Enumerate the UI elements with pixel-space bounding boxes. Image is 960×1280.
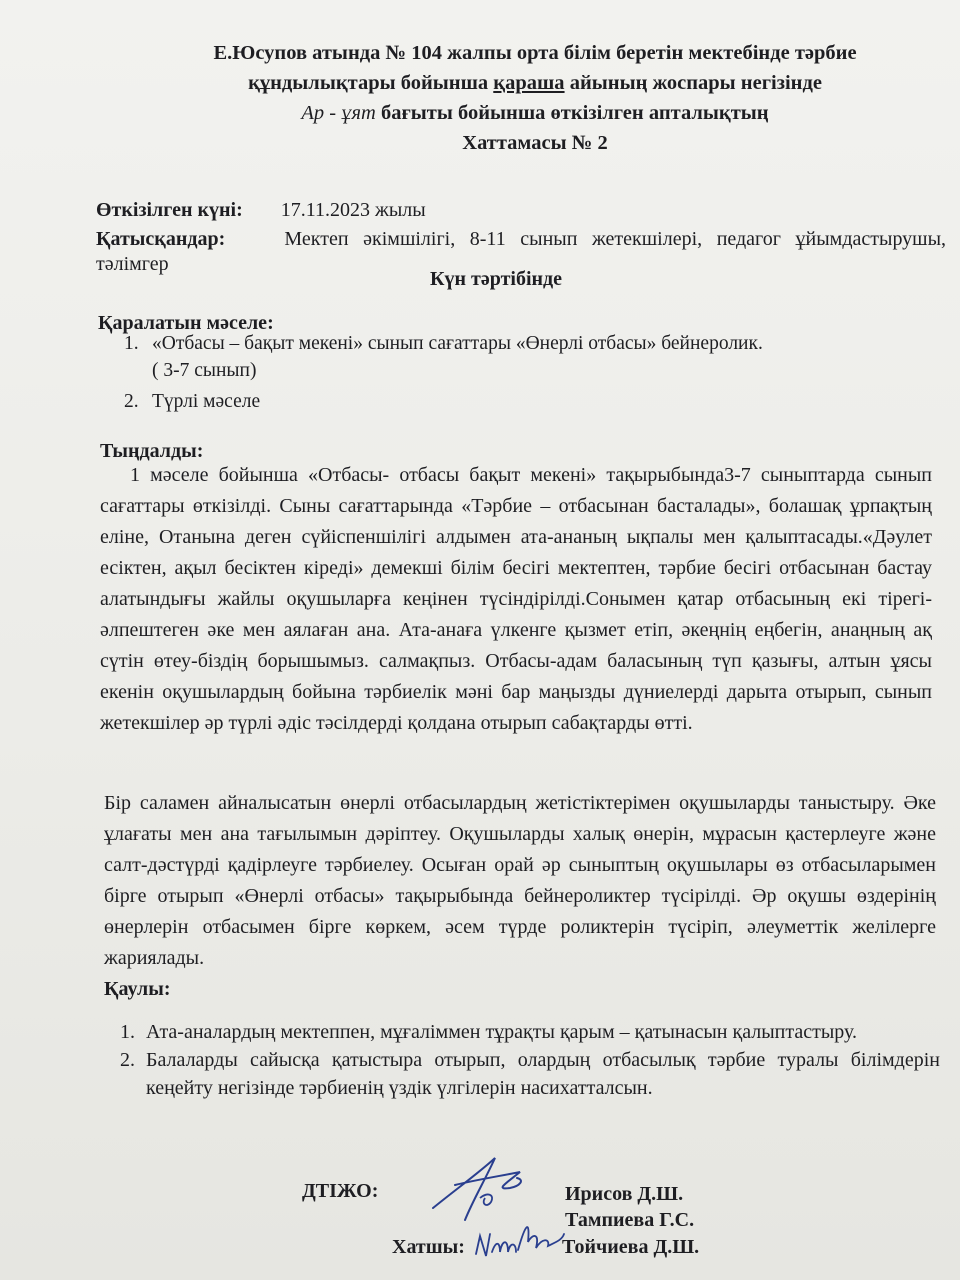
header-direction: Ар - ұят <box>301 102 376 124</box>
signature-2-icon <box>470 1212 570 1272</box>
participants-label: Қатысқандар: <box>96 228 226 250</box>
participants-value: Мектеп әкімшілігі, 8-11 сынып жетекшілері, педагог ұйымдастырушы, тәлімгер <box>96 228 947 275</box>
signer-name-1: Ирисов Д.Ш. <box>565 1183 684 1205</box>
header-line-1: Е.Юсупов атында № 104 жалпы орта білім беретін мектебінде тәрбие <box>213 42 857 64</box>
header-line-3: Ар - ұят бағыты бойынша өткізілген апталықтың <box>301 102 769 124</box>
resolution-label: Қаулы: <box>104 978 171 1000</box>
listened-label: Тыңдалды: <box>100 440 204 462</box>
issues-label: Қаралатын мәселе: <box>98 312 274 334</box>
listened-paragraph-1: 1 мәселе бойынша «Отбасы- отбасы бақыт мекені» тақырыбында3-7 сыныптарда сынып сағаттары өткізілді. Сыны сағаттарында «Тәрбие – отбасынан басталады», болашақ ұрпақтың еліне, Отанына деген сүйіспеншілігі алдымен ата-ананың ықпалы мен қалыптасады.«Дәулет есіктен, ақыл бесіктен кіреді» демекші білім бесігі мектептен, тәрбие бесігі отбасынан бастау алатындығы жайлы оқушыларға кеңінен түсіндірілді.Сонымен қатар отбасының екі тірегі-әлпештеген әке мен аялаған ана. Ата-анаға үлкенге қызмет етіп, әкеңнің еңбегін, анаңның ақ сүтін өтеу-біздің борышымыз. салмақпыз. Отбасы-адам баласының түп қазығы, алтын ұясы екенін оқушылардың бойына тәрбиелік мәні бар маңызды дүниелерді дарыта отырып, сынып жетекшілер әр түрлі әдіс тәсілдерді қолдана отырып сабақтарды өтті. <box>100 464 932 734</box>
list-item: 1. «Отбасы – бақыт мекені» сынып сағаттары «Өнерлі отбасы» бейнеролик. ( 3-7 сынып) <box>124 333 763 381</box>
agenda-list <box>124 330 914 415</box>
date-label: Өткізілген күні: <box>96 199 243 221</box>
list-item: 2. Түрлі мәселе <box>124 391 261 412</box>
protocol-number: Хаттамасы № 2 <box>462 132 608 154</box>
list-item: 2. Балаларды сайысқа қатыстыра отырып, олардың отбасылық тәрбие туралы білімдерін кеңейту негізінде тәрбиенің үздік үлгілерін насихатталсын. <box>120 1049 940 1099</box>
agenda-title: Күн тәртібінде <box>430 268 563 290</box>
list-item: 1. Ата-аналардың мектеппен, мұғаліммен тұрақты қарым – қатынасын қалыптастыру. <box>120 1021 858 1043</box>
listened-paragraph-2: Бір саламен айналысатын өнерлі отбасылардың жетістіктерімен оқушыларды таныстыру. Әке ұлағаты мен ана тағылымын дәріптеу. Оқушыларды халық өнерін, мұрасын қастерлеуге және салт-дәстүрді қадірлеуге тәрбиелеу. Осыған орай әр сыныптың оқушылары өз отбасыларымен бірге отырып «Өнерлі отбасы» тақырыбында бейнероликтер түсірілді. Әр оқушы өздерінің өнерлерін отбасымен бірге көркем, әсем түрде роликтерін түсіріп, әлеуметтік желілерге жариялады. <box>104 792 936 969</box>
meeting-date <box>96 198 426 222</box>
deputy-role: ДТІЖО: <box>302 1180 379 1202</box>
resolution-list <box>120 1018 940 1102</box>
header-month: қараша <box>493 72 565 94</box>
document-header <box>150 38 920 158</box>
secretary-role: Хатшы: <box>392 1236 465 1258</box>
header-line-2: құндылықтары бойынша қараша айының жоспары негізінде <box>248 72 822 94</box>
signer-name-2: Тампиева Г.С. <box>565 1209 695 1231</box>
signer-name-3: Тойчиева Д.Ш. <box>562 1236 700 1258</box>
date-value: 17.11.2023 жылы <box>280 199 426 221</box>
